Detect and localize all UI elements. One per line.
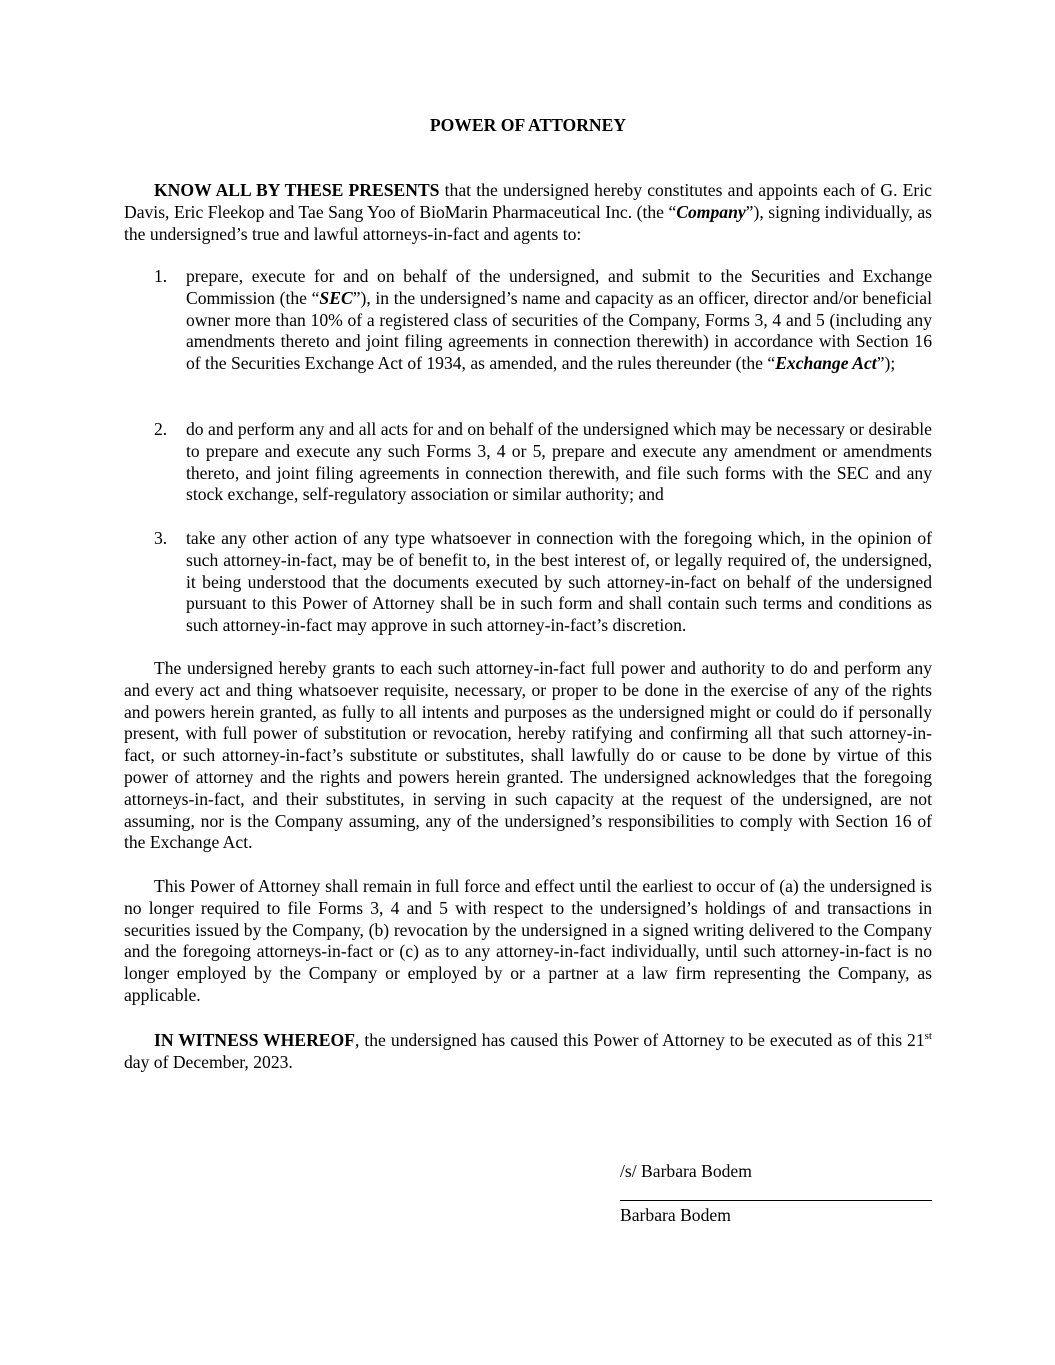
list-item-number: 2. [154, 419, 168, 439]
list-item-text [186, 266, 932, 375]
item-1-text-3: ”); [876, 353, 896, 374]
item-1-text-2: ”), in the undersigned’s name and capacity as an officer, director and/or beneficial owner more than 10% of a registered class of securities of the Company, Forms 3, 4 and 5 (including any amendments thereto and joint filing agreements in connection therewith) in accordance with Section 16 of the Securities Exchange Act of 1934, as amended, and the rules thereunder (the “ [186, 287, 932, 374]
grant-paragraph: The undersigned hereby grants to each such attorney-in-fact full power and authority to do and perform any and every act and thing whatsoever requisite, necessary, or proper to be done in the exercise of any of the rights and powers herein granted, as fully to all intents and purposes as the undersigned might or could do if personally present, with full power of substitution or revocation, hereby ratifying and confirming all that such attorney-in-fact, or such attorney-in-fact’s substitute or substitutes, shall lawfully do or cause to be done by virtue of this power of attorney and the rights and powers herein granted. The undersigned acknowledges that the foregoing attorneys-in-fact, and their substitutes, in serving in such capacity at the request of the undersigned, are not assuming, nor is the Company assuming, any of the undersigned’s responsibilities to comply with Section 16 of the Exchange Act. [124, 658, 932, 853]
intro-text-1: that the undersigned hereby constitutes and appoints each of G. Eric Davis, Eric Fleekop and Tae Sang Yoo of BioMarin Pharmaceutical Inc. (the “ [124, 180, 932, 222]
ordinal-suffix: st [924, 1030, 932, 1043]
signature-line [620, 1200, 932, 1201]
signatory-name: Barbara Bodem [620, 1205, 731, 1225]
witness-text-1: , the undersigned has caused this Power of Attorney to be executed as of this 21 [354, 1030, 925, 1050]
company-defined-term: Company [676, 201, 746, 222]
list-item-text: do and perform any and all acts for and on behalf of the undersigned which may be necessary or desirable to prepare and execute any such Forms 3, 4 or 5, prepare and execute any amendment or amendments thereto, and joint filing agreements in connection therewith, and file such forms with the SEC and any stock exchange, self-regulatory association or similar authority; and [186, 419, 932, 505]
list-item-text: take any other action of any type whatsoever in connection with the foregoing which, in the opinion of such attorney-in-fact, may be of benefit to, in the best interest of, or legally required of, the undersigned, it being understood that the documents executed by such attorney-in-fact on behalf of the undersigned pursuant to this Power of Attorney shall be in such form and shall contain such terms and conditions as such attorney-in-fact may approve in such attorney-in-fact’s discretion. [186, 528, 932, 636]
list-item-number: 1. [154, 266, 168, 286]
witness-paragraph [124, 1030, 932, 1074]
sec-defined-term: SEC [319, 287, 353, 308]
document-title: POWER OF ATTORNEY [429, 115, 627, 135]
exchange-act-defined-term: Exchange Act [775, 353, 877, 374]
witness-text-2: day of December, 2023. [124, 1051, 293, 1072]
intro-paragraph [124, 180, 932, 245]
witness-lead: IN WITNESS WHEREOF [154, 1030, 355, 1050]
item-1-text-1: prepare, execute for and on behalf of the undersigned, and submit to the Securities and Exchange Commission (the “ [186, 266, 932, 308]
intro-text-2: ”), signing individually, as the undersigned’s true and lawful attorneys-in-fact and agents to: [124, 201, 932, 244]
signature-conformed: /s/ Barbara Bodem [620, 1161, 752, 1181]
term-paragraph: This Power of Attorney shall remain in full force and effect until the earliest to occur of (a) the undersigned is no longer required to file Forms 3, 4 and 5 with respect to the undersigned’s holdings of and transactions in securities issued by the Company, (b) revocation by the undersigned in a signed writing delivered to the Company and the foregoing attorneys-in-fact or (c) as to any attorney-in-fact individually, until such attorney-in-fact is no longer employed by the Company or employed by or a partner at a law firm representing the Company, as applicable. [124, 876, 932, 1005]
list-item-number: 3. [154, 528, 168, 548]
intro-lead: KNOW ALL BY THESE PRESENTS [154, 180, 440, 200]
